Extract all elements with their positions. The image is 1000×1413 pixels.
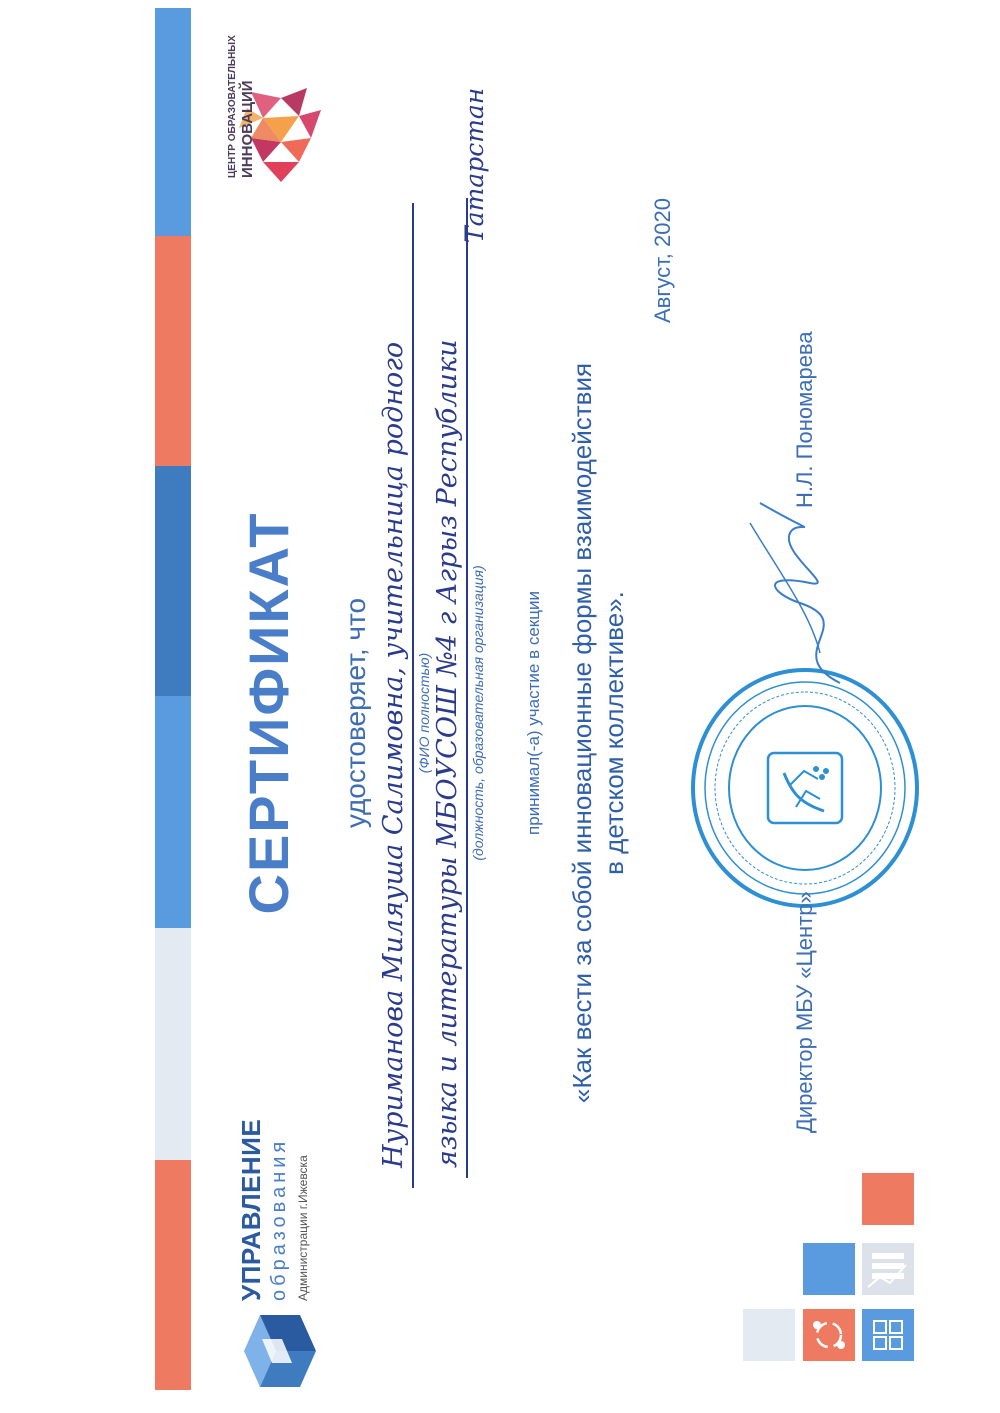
recipient-name: Нуриманова Миляуша Салимовна, учительница родного — [378, 341, 409, 1168]
certificate-title: СЕРТИФИКАТ — [237, 511, 300, 915]
certificate-subtitle: удостоверяет, что — [340, 597, 371, 829]
signature-name: Н.Л. Пономарева — [792, 331, 817, 508]
signature-role: Директор МБУ «Центр» — [792, 891, 817, 1133]
recipient-name-caption: (ФИО полностью) — [416, 652, 432, 774]
uo-title: УПРАВЛЕНИЕ — [236, 1118, 266, 1301]
recipient-position-underline — [466, 198, 468, 1178]
cei-line1: ЦЕНТР ОБРАЗОВАТЕЛЬНЫХ — [227, 35, 238, 178]
section-title-line2: в детском коллективе». — [599, 591, 629, 875]
director-signature — [720, 493, 870, 693]
uo-subtitle: образования — [268, 1137, 290, 1301]
cei-line2: ИННОВАЦИЙ — [239, 80, 256, 178]
section-title-line1: «Как вести за собой инновационные формы взаимодействия — [567, 362, 597, 1104]
recipient-position: языка и литературы МБОУСОШ №4 г Агрыз Республики — [432, 339, 463, 1168]
issue-date: Август, 2020 — [650, 198, 675, 323]
official-seal — [680, 653, 930, 923]
participation-label: принимал(-а) участие в секции — [524, 591, 543, 835]
recipient-position-caption: (должность, образовательная организация) — [470, 565, 486, 861]
uo-administration: Администрации г.Ижевска — [296, 1155, 310, 1301]
uo-cube-icon — [238, 1309, 322, 1393]
recipient-position-extra: Татарстан — [460, 87, 489, 243]
recipient-name-underline — [412, 203, 414, 1188]
cei-logo — [225, 8, 335, 188]
